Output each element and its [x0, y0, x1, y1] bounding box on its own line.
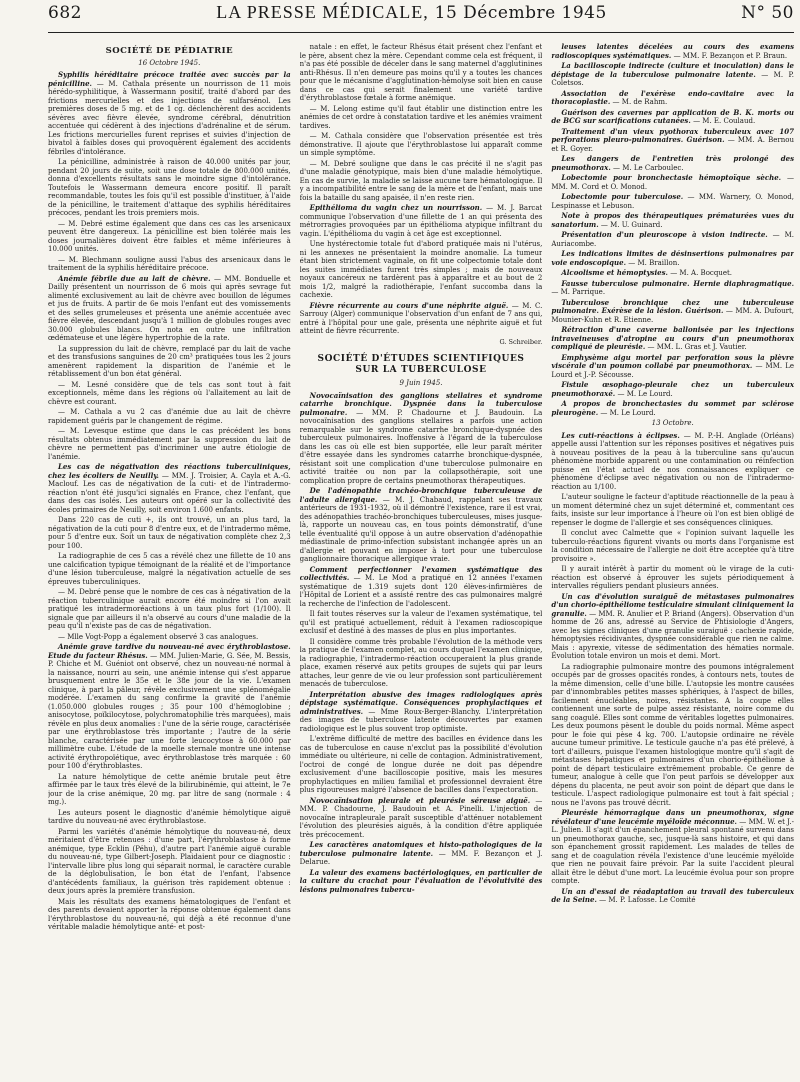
- article-paragraph: [551, 493, 794, 527]
- article-text: — M. P. Coletsos.: [551, 70, 794, 87]
- article-title: Fausse tuberculose pulmonaire. Hernie diaphragmatique.: [561, 278, 794, 288]
- article-title: Présentation d'un pleuroscope à vision indirecte.: [561, 230, 768, 239]
- article-title: Anémie fébrile due au lait de chèvre.: [58, 273, 211, 283]
- article-paragraph: [48, 158, 291, 218]
- article-text: L'auteur souligne le facteur d'aptitude réactionnelle de la peau à un moment déterminé chez un sujet déterminé et, commentant ces faits, insiste sur leur importance à l'heure où l'on est bien obligé de repenser le dogme de l'allergie et ses conséquences cliniques.: [551, 493, 794, 527]
- article-text: — MM. F. Bezançon et P. Braun.: [673, 51, 788, 60]
- column-2: [300, 43, 543, 1079]
- article-paragraph: [48, 275, 291, 343]
- article-paragraph: [48, 427, 291, 461]
- article-text: La suppression du lait de chèvre, remplacé par du lait de vache et des transfusions sanguines de 20 cm³ pratiquées tous les 2 jours amenèrent rapidement la disparition de l'anémie et le rétablissement d'un bon état général.: [48, 344, 291, 378]
- article-paragraph: [48, 898, 291, 932]
- article-paragraph: [300, 240, 543, 300]
- article-text: Il conclut avec Calmette que « l'opinion suivant laquelle les tuberculo-réactions figurent vivants ou morts dans l'organisme est la condition nécessaire de l'allergie ne doit être acceptée qu'à titre provisoire ».: [551, 529, 794, 563]
- masthead: [48, 0, 794, 33]
- column-3-articles-bottom: [551, 432, 794, 905]
- article-text: — M. Le Mod a pratiqué en 12 années l'examen systématique de 1.319 sujets dont 120 élèves-infirmières de l'Hôpital de Lorient et a assisté rentre des cas pulmonaires malgré la recherche de l'infection de l'adolescent.: [299, 574, 543, 608]
- article-title: Syphilis héréditaire précoce traitée avec succès par la pénicilline.: [48, 70, 291, 88]
- article-title: De l'adénopathie trachéo-bronchique tuberculeuse de l'adulte allergique.: [299, 486, 543, 504]
- article-text: — MM. L. Gras et J. Vautier.: [647, 343, 747, 351]
- article-paragraph: [551, 174, 794, 191]
- column-1: [48, 43, 291, 1079]
- article-title: Les caractères anatomiques et histo-pathologiques de la tuberculose pulmonaire latente.: [299, 840, 543, 858]
- article-text: Il considère comme très probable l'évolution de la méthode vers la pratique de l'examen complet, au cours duquel l'examen clinique, la radiographie, l'intradermo-réaction occuperaient la plus grande place, examen réservé aux petits groupes de sujets qui par leurs attaches, leur genre de vie ou leur profession sont particulièrement menacés de tuberculose.: [299, 637, 543, 688]
- article-title: La valeur des examens bactériologiques, en particulier de la culture du crachat pour l'évaluation de l'évolutivité des lésions pulmonaires tubercu-: [299, 867, 543, 894]
- article-text: — Mlle Vogt-Popp a également observé 3 cas analogues.: [58, 632, 259, 641]
- article-text: — M. E. Coulaud.: [693, 117, 756, 125]
- columns: [48, 43, 794, 1079]
- article-title: A propos de bronchectasies du sommet par sclérose pleurogène.: [551, 399, 794, 417]
- article-paragraph: [551, 280, 794, 297]
- article-paragraph: [300, 638, 543, 689]
- article-text: — Mme Roux-Berger-Blanchy. L'interprétation des images de tuberculose latente découvertes par examen radiologique est le plus souvent trop optimiste.: [299, 707, 543, 733]
- article-text: — MM. P. Chadourne, J. Baudouin et A. Pinelli. L'injection de novocaïne intrapleurale paraît susceptible d'atténuer notablement l'évolution des pleurésies aiguës, à la condition d'être appliquée très précocement.: [299, 796, 543, 839]
- article-paragraph: [48, 809, 291, 826]
- article-paragraph: [300, 105, 543, 131]
- article-paragraph: [551, 250, 794, 267]
- article-paragraph: [551, 326, 794, 352]
- article-text: La radiographie de ces 5 cas a révélé chez une fillette de 10 ans une calcification typique témoignant de la réalité et de l'importance d'une lésion tuberculeuse, malgré la négativation actuelle de ses épreuves tuberculiniques.: [48, 552, 291, 586]
- article-paragraph: [551, 529, 794, 563]
- article-paragraph: [48, 633, 291, 642]
- article-title: Pleurésie hémorragique dans un pneumothorax, signe révélateur d'une leucémie myéloïde méconnue.: [551, 808, 794, 826]
- article-paragraph: [300, 204, 543, 238]
- article-paragraph: [551, 663, 794, 808]
- article-title: Lobectomie pour bronchectasie hémoptoïque sèche.: [561, 173, 782, 182]
- article-paragraph: [48, 516, 291, 550]
- section-date-2: 9 Juin 1945.: [399, 379, 443, 387]
- article-paragraph: [551, 212, 794, 229]
- article-text: — MM. J. Troisier, A. Cayla et A.-G. Maclouf. Les cas de négativation de la cuti- et de l'intradermo-réaction n'ont été jusqu'ici signalés en France, chez l'enfant, que dans des cas isolés. Les auteurs ont opéré sur la collectivité des écoles primaires de Neuilly, soit environ 1.600 enfants.: [48, 471, 291, 514]
- article-title: Novocaïnisation des ganglions stellaires et syndrome catarrhe bronchique. Dyspnée dans la tuberculose pulmonaire.: [299, 390, 543, 417]
- article-title: Alcoolisme et hémoptysies.: [561, 268, 668, 277]
- article-title: Les cuti-réactions à éclipses.: [561, 430, 680, 440]
- issue-number: N° 50: [741, 3, 794, 23]
- article-title: Note à propos des thérapeutiques prématurées vues du sanatorium.: [551, 211, 794, 229]
- article-text: — MM. F. Bezançon et J. Delarue.: [299, 849, 543, 866]
- section-date: 16 Octobre 1945.: [138, 58, 201, 67]
- article-text: — M. Parrique.: [551, 288, 606, 296]
- article-text: — M. A. Bocquet.: [670, 269, 732, 277]
- article-paragraph: [551, 809, 794, 886]
- article-paragraph: [551, 269, 794, 278]
- article-text: — MM. Le Lourd et J.-P. Sécousse.: [551, 362, 794, 379]
- article-title: Rétraction d'une caverne ballonisée par les injections intraveineuses d'atropine au cours d'un pneumothorax compliqué de pleurésie.: [551, 325, 794, 351]
- article-title: Les indications limites de désinsertions pulmonaires par voie endoscopique.: [551, 249, 794, 267]
- article-paragraph: [551, 565, 794, 591]
- article-title: leuses latentes décelées au cours des examens radioscopiques systématiques.: [551, 43, 794, 60]
- article-paragraph: [300, 132, 543, 158]
- section-title-2: [300, 354, 543, 376]
- article-title: Guérison des cavernes par application de B. K. morts ou de BCG sur scarifications cutanées.: [551, 107, 794, 125]
- article-paragraph: [300, 302, 543, 336]
- article-text: — M. C. Sarrouy (Alger) communique l'observation d'un enfant de 7 ans qui, entré à l'hôpital pour une gale, présenta une néphrite aiguë et fut atteint de fièvre récurrente.: [299, 301, 543, 335]
- article-paragraph: [551, 62, 794, 88]
- article-text: — MM. Julien-Marie, G. Sée, M. Bessis, P. Chiche et M. Guéniot ont observé, chez un nouveau-né normal à la naissance, nourri au sein, une anémie intense qui s'est apparue brusquement entre le 35e et le 38e jour de la vie. L'examen clinique, à part la pâleur, révèle exclusivement une splénomégalie modérée. L'examen du sang confirme la gravité de l'anémie (1.050.000 globules rouges ; 35 pour 100 d'hémoglobine ; anisocytose, poïkilocytose, polychromatophilie très marquées), mais révèle en plus deux anomalies : l'une de la série rouge, caractérisée par une érythroblastose très importante ; l'autre de la série blanche, caractérisée par une forte leucocytose à 60.000 par millimètre cube. L'étude de la moelle sternale montre une intense activité érythropoïétique, avec érythroblastose très marquée : 60 pour 100 d'érythroblastes.: [48, 651, 291, 770]
- section-title: SOCIÉTÉ DE PÉDIATRIE: [105, 46, 234, 56]
- article-text: — M. Le Carbouleс.: [613, 163, 684, 172]
- article-text: Mais les résultats des examens hématologiques de l'enfant et des parents devaient apporter la réponse obtenue également dans l'érythroblastose du nouveau-né, qui déjà a été reconnue d'une véritable maladie hémolytique anté- et post-: [48, 897, 291, 931]
- column-3: [551, 43, 794, 1079]
- article-paragraph: [48, 828, 291, 896]
- article-paragraph: [48, 643, 291, 771]
- article-paragraph: [300, 392, 543, 486]
- article-text: — MM. Bonduelle et Dailly présentent un nourrisson de 6 mois qui après sevrage fut alimenté exclusivement au lait de chèvre avec bouillon de légumes et jus de fruits. A partir de 6e mois l'enfant eut des vomissements et des selles grumeleuses et présenta une anémie accentuée avec fièvre élevée, descendant jusqu'à 1 million de globules rouges avec 30.000 globules blancs. On nota en outre une infiltration œdémateuse et une légère hypertrophie de la rate.: [48, 274, 291, 342]
- article-title: Fistule œsophago-pleurale chez un tuberculeux pneumothoraxé.: [551, 380, 794, 398]
- article-text: — M. Braillon.: [628, 258, 680, 267]
- article-paragraph: [48, 552, 291, 586]
- article-paragraph: [48, 345, 291, 379]
- issue-date: 15 Décembre 1945: [434, 3, 607, 23]
- article-text: — MM. M. Cord et O. Monod.: [551, 174, 794, 191]
- article-text: — MM. R. Anulier et P. Briand (Angers). Observation d'un homme de 26 ans, adressé au Service de Phtisiologie d'Angers, avec les signes cliniques d'une granulie suraiguë : cachexie rapide, hémoptysies récidivantes, dyspnée considérable que rien ne calme. Mais : apyrexie, vitesse de sédimentation des hématies normale. Évolution totale environ un mois et demi. Mort.: [551, 609, 794, 660]
- article-text: La radiographie pulmonaire montre des poumons intégralement occupés par de grosses opacités rondes, à contours nets, toutes de la même dimension, celle d'une bille. L'autopsie les montre causées par d'innombrables petites masses sphériques, à l'aspect de billes, facilement énucléables, noires, résistantes. A la coupe elles contiennent une sorte de pulpe assez résistante, noire comme du sang coagulé. Elles sont comme de véritables logettes pulmonaires. Les deux poumons pèsent le double du poids normal. Même aspect pour le foie qui pèse 4 kg. 700. L'autopsie ordinaire ne révèle aucune tumeur primitive. Le testicule gauche n'a pas été prélevé, à tort d'ailleurs, puisque l'examen histologique montre qu'il s'agit de métastases hépatiques et pulmonaires d'un chorio-épithéliome à point de départ testiculaire extrêmement probable. Ce genre de tumeur, analogue à celle que l'on peut parfois se développer aux dépens du placenta, ne peut avoir son point de départ que dans le testicule. L'aspect radiologique pulmonaire est tout à fait spécial ; nous ne l'avons pas trouvé décrit.: [551, 662, 794, 807]
- article-text: — M. Le Lourd.: [600, 408, 656, 417]
- article-paragraph: [48, 381, 291, 407]
- section-title-2-line2: SUR LA TUBERCULOSE: [355, 365, 487, 375]
- article-text: — MM. A. Dufourt, Mounier-Kuhn et R. Etienne.: [551, 307, 794, 324]
- article-paragraph: [551, 109, 794, 126]
- article-paragraph: [551, 381, 794, 398]
- section-title-2-line1: SOCIÉTÉ D'ÉTUDES SCIENTIFIQUES: [317, 354, 525, 364]
- article-paragraph: [300, 841, 543, 867]
- article-text: L'extrême difficulté de mettre des bacilles en évidence dans les cas de tuberculose en cause n'exclut pas la possibilité d'évolution immédiate ou ultérieure, ni celle de contagion. Administrativement, l'octroi de congé de longue durée ne doit pas dépendre exclusivement d'une bacilloscopie positive, mais les mesures prophylactiques en milieu familial et professionnel devraient être plus rigoureuses malgré l'absence de bacilles dans l'expectoration.: [299, 735, 543, 794]
- article-text: Les auteurs posent le diagnostic d'anémie hémolytique aiguë tardive du nouveau-né avec érythroblastose.: [48, 808, 291, 825]
- article-title: La bacilloscopie indirecte (culture et inoculation) dans le dépistage de la tuberculose pulmonaire latente.: [551, 61, 794, 79]
- article-text: — M. P. Lafosse. Le Comité: [599, 896, 696, 904]
- article-text: — MM. W. et J.-L. Julien. Il s'agit d'un épanchement pleural spontané survenu dans un pneumothorax gauche, sec, jusque-là sans histoire, et qui dans son épanchement grossit rapidement. Les malades de telles de sang et de coagulation révéla l'existence d'une leucémie myéloïde que rien ne pouvait faire prévoir. Par la suite l'accident pleural allait être le début d'une mort. La leucémie évolua pour son propre compte.: [551, 817, 794, 885]
- article-title: Epithélioma du vagin chez un nourrisson.: [309, 203, 483, 212]
- article-paragraph: [48, 220, 291, 254]
- article-title: Novocaïnisation pleurale et pleurésie séreuse aiguë.: [309, 795, 531, 805]
- article-title: Traitement d'un vieux pyothorax tuberculeux avec 107 perforations pleuro-pulmonaires. Guérison.: [551, 126, 794, 144]
- article-text: — MM. P. Chadourne et J. Baudouin. La novocaïnisation des ganglions stellaires a parfois une action remarquable sur le syndrome catarrhe bronchique-dyspnée des tuberculeux pulmonaires. Inoffensive à l'égard de la tuberculose dans les cas où elle est bien supportée, elle leur paraît mériter d'être essayée dans les syndromes catarrhe bronchique-dyspnée, résistant soit une complication d'une tuberculose pulmonaire en activité traitée ou non par la collapsothérapie, soit une complication propre de certains pneumothorax thérapeutiques.: [299, 408, 543, 485]
- article-text: natale : en effet, le facteur Rhésus était présent chez l'enfant et le père, absent chez la mère. Cependant comme cela est fréquent, il n'a pas été possible de déceler dans le sang maternel d'agglutinines anti-Rhésus. Il n'en demeure pas moins qu'il y a toutes les chances pour que le mécanisme d'agglutination-hémolyse soit bien en cause dans ce cas qui serait finalement une variété tardive d'érythroblastose fœtale à forme anémique.: [299, 43, 543, 102]
- article-paragraph: [551, 231, 794, 248]
- article-paragraph: [48, 71, 291, 156]
- page-number: 682: [48, 3, 82, 23]
- article-paragraph: [551, 90, 794, 107]
- article-paragraph: [48, 256, 291, 273]
- article-title: Un cas d'évolution suraiguë de métastases pulmonaires d'un chorio-épithéliome testiculaire simulant cliniquement la granulie.: [551, 591, 794, 618]
- article-text: — M. Debré estime également que dans ces cas les arsenicaux peuvent être dangereux. La pénicilline est bien tolérée mais les doses journalières doivent être faibles et même inférieures à 10.000 unités.: [48, 219, 291, 253]
- article-paragraph: [551, 43, 794, 60]
- section-date-3: 13 Octobre.: [651, 419, 694, 427]
- article-paragraph: [551, 432, 794, 492]
- article-paragraph: [300, 691, 543, 734]
- article-text: — M. Lelong estime qu'il faut établir une distinction entre les anémies de cet ordre à constatation tardive et les anémies vraiment tardives.: [299, 104, 543, 130]
- article-text: — MM. A. Bernou et R. Goyer.: [551, 136, 794, 153]
- article-title: Comment perfectionner l'examen systématique des collectivités.: [299, 564, 543, 582]
- article-title: Interprétation abusive des images radiologiques après dépistage systématique. Conséquences prophylactiques et administratives.: [299, 689, 543, 716]
- article-title: Lobectomie pour tuberculose.: [561, 192, 684, 201]
- article-paragraph: [300, 735, 543, 795]
- article-paragraph: [300, 610, 543, 636]
- article-paragraph: [551, 888, 794, 905]
- article-text: Il y aurait intérêt à partir du moment où le virage de la cuti-réaction est observé à éprouver les sujets périodiquement à intervalles réguliers pendant plusieurs années.: [551, 565, 794, 590]
- column-2-articles-top: [300, 43, 543, 336]
- article-text: Une hystérectomie totale fut d'abord pratiquée mais ni l'utérus, ni les annexes ne présentaient la moindre anomalie. La tumeur étant bien strictement vaginale, on fit une colpectomie totale dont les suites immédiates furent très simples ; mais de nouveaux noyaux cancéreux ne tardèrent pas à apparaître et au bout de 2 mois 1/2, malgré la radiothérapie, l'enfant succomba dans la cachexie.: [299, 240, 543, 299]
- article-title: Les dangers de l'entretien très prolongé des pneumothorax.: [551, 154, 794, 172]
- article-paragraph: [551, 354, 794, 380]
- article-title: Un an d'essai de réadaptation au travail des tuberculeux de la Seine.: [551, 886, 794, 904]
- article-text: — M. Cathala considère que l'observation présentée est très démonstrative. Il ajoute que l'érythroblastose lui apparaît comme un simple symptôme.: [299, 132, 543, 157]
- article-paragraph: [48, 773, 291, 807]
- article-text: — M. de Rahm.: [612, 98, 668, 106]
- article-paragraph: [300, 43, 543, 103]
- article-text: — M. Cathala présente un nourrisson de 11 mois hérédo-syphilitique, à Wassermann positif, traité d'abord par des frictions mercurielles et des injections de sulfarsénol. Les premières doses de 5 mg. et de 1 cg. déclenchèrent des accidents sévères avec fièvre élevée, syndrome cérébral, dénutrition accentuée qui cédèrent à des injections d'adrénaline et de sérum. Les frictions mercurielles furent reprises et suivies d'injection de bivatol à faibles doses qui provoquèrent également des accidents fébriles d'intolérance.: [48, 79, 291, 156]
- article-text: — M. Cathala a vu 2 cas d'anémie due au lait de chèvre rapidement guéris par le changement de régime.: [48, 408, 291, 425]
- article-title: Anémie grave tardive du nouveau-né avec érythroblastose. Etude du facteur Rhésus.: [48, 642, 291, 660]
- article-text: — M. Levesque estime que dans le cas précédent les bons résultats obtenus immédiatement par la suppression du lait de chèvre ne permettent pas d'incriminer une autre étiologie de l'anémie.: [48, 427, 291, 461]
- article-title: Association de l'exérèse endo-cavitaire avec la thoracoplastie.: [551, 88, 794, 106]
- article-paragraph: [551, 193, 794, 210]
- article-paragraph: [551, 299, 794, 325]
- article-paragraph: [551, 400, 794, 417]
- article-text: La nature hémolytique de cette anémie brutale peut être affirmée par le taux très élevé de la bilirubinémie, qui atteint, le 7e jour de la crise anémique, 20 mg. par litre de sang (normale : 4 mg.).: [48, 772, 291, 806]
- article-paragraph: [551, 155, 794, 172]
- article-text: — M. Blechmann souligne aussi l'abus des arsenicaux dans le traitement de la syphilis héréditaire précoce.: [48, 255, 291, 272]
- article-text: — M. J. Chabaud, rappelant ses travaux antérieurs de 1931-1932, où il démontré l'existence, rare il est vrai, des adénopathies trachéo-bronchiques tuberculeuses, mises jusque-là, rapporte un nouveau cas, en tous points démonstratif, d'une telle éventualité qu'il oppose à un autre observation d'adénopathie médiastinale de primo-infection subsistant inchangée après un an d'allergie et pouvant en imposer à tort pour une tuberculose ganglionnaire thoracique allergique vraie.: [299, 495, 543, 563]
- article-text: — M. Lesné considère que de tels cas sont tout à fait exceptionnels, même dans les régions où l'allaitement au lait de chèvre est courant.: [48, 380, 291, 406]
- article-title: Tuberculose bronchique chez une tuberculeuse pulmonaire. Exérèse de la lésion. Guérison.: [551, 297, 794, 315]
- article-paragraph: [48, 463, 291, 514]
- column-2-articles-bottom: [300, 392, 543, 895]
- article-text: — M. Le Lourd.: [617, 389, 673, 398]
- article-paragraph: [300, 566, 543, 609]
- journal-title-line: [216, 2, 607, 23]
- article-text: — M. U. Guinard.: [600, 220, 663, 229]
- journal-title: LA PRESSE MÉDICALE,: [216, 2, 429, 22]
- article-paragraph: [300, 869, 543, 895]
- article-paragraph: [48, 408, 291, 425]
- article-paragraph: [300, 160, 543, 203]
- article-text: — M. Debré souligne que dans le cas précité il ne s'agit pas d'une maladie génotypique, mais bien d'une maladie hémolytique. En cas de survie, la maladie se laisse aucune tare hématologique. Il y a incompatibilité entre le sang de la mère et de l'enfant, mais une fois la bataille du sang apaisée, il n'en reste rien.: [299, 159, 543, 202]
- article-text: Dans 220 cas de cuti +, ils ont trouvé, un an plus tard, la négativation de la cuti pour 8 d'entre eux, et de l'intradermo même, pour 5 d'entre eux. Soit un taux de négativation complète chez 2,3 pour 100.: [48, 516, 291, 550]
- article-title: Les cas de négativation des réactions tuberculiniques, chez les écoliers de Neuilly.: [48, 462, 291, 480]
- article-text: La pénicilline, administrée à raison de 40.000 unités par jour, pendant 20 jours de suite, soit une dose totale de 800.000 unités, donna d'excellents résultats sans le moindre signe d'intolérance. Toutefois le Wassermann demeura encore positif. Il paraît recommandable, toutes les fois qu'il est possible d'instituer, à l'aide de la pénicilline, le traitement d'attaque des syphilis héréditaires précoces, pendant les trois premiers mois.: [48, 158, 291, 217]
- article-text: — M. P.-H. Anglade (Orléans) appelle aussi l'attention sur les réponses positives et négatives puis à nouveau positives de la peau à la tuberculine sans qu'aucun phénomène morbide apparent ou une contamination ou réinfection puisse en l'état actuel de nos connaissances expliquer ce phénomène d'éclipse avec négativation ou non de l'intradermo-réaction au 1/100.: [551, 431, 794, 491]
- article-text: — M. J. Barcat communique l'observation d'une fillette de 1 an qui présenta des métrorragies provoquées par un épithélioma atypique infiltrant du vagin. L'épithélioma du vagin à cet âge est exceptionnel.: [299, 204, 543, 238]
- article-paragraph: [48, 588, 291, 631]
- article-paragraph: [551, 593, 794, 661]
- article-text: Parmi les variétés d'anémie hémolytique du nouveau-né, deux méritaient d'être retenues : d'une part, l'érythroblastose à forme anémique, type Ecklin (Péhu), d'autre part l'anémie aiguë curable du nouveau-né, type Gilbert-Joseph. Plaidaient pour ce diagnostic : l'intervalle libre plus long qui séparait normal, le caractère curable de la déglobulisation, le bon état de l'enfant, l'absence d'antécédents familiaux, la guérison très rapidement obtenue : deux jours après la première transfusion.: [48, 827, 291, 895]
- article-title: Emphysème aigu mortel par perforation sous la plèvre viscérale d'un poumon collabé par pneumothorax.: [551, 352, 794, 370]
- article-text: — M. Debré pense que le nombre de ces cas à négativation de la réaction tuberculinique aurait encore été moindre si l'on avait pratiqué les intradermoréactions à un taux plus fort (1/100). Il signale que par ailleurs il n'a observé au cours d'une maladie de la peau qu'il n'existe pas de cas de négativation.: [48, 588, 291, 630]
- article-title: Fièvre récurrente au cours d'une néphrite aiguë.: [309, 300, 509, 310]
- article-paragraph: [300, 797, 543, 840]
- column-3-articles-top: [551, 43, 794, 417]
- article-text: Il fait toutes réserves sur la valeur de l'examen systématique, tel qu'il est pratiqué actuellement, réduit à l'examen radioscopique exclusif et destiné à des masses de plus en plus importantes.: [299, 610, 543, 635]
- column-1-articles: [48, 71, 291, 932]
- article-text: — MM. Warnery, O. Monod, Lespinasse et Lebuson.: [551, 193, 794, 210]
- article-paragraph: [551, 128, 794, 154]
- signature: G. Schreiber.: [499, 337, 543, 346]
- article-text: — M. Auriacombe.: [551, 231, 794, 248]
- article-paragraph: [300, 487, 543, 564]
